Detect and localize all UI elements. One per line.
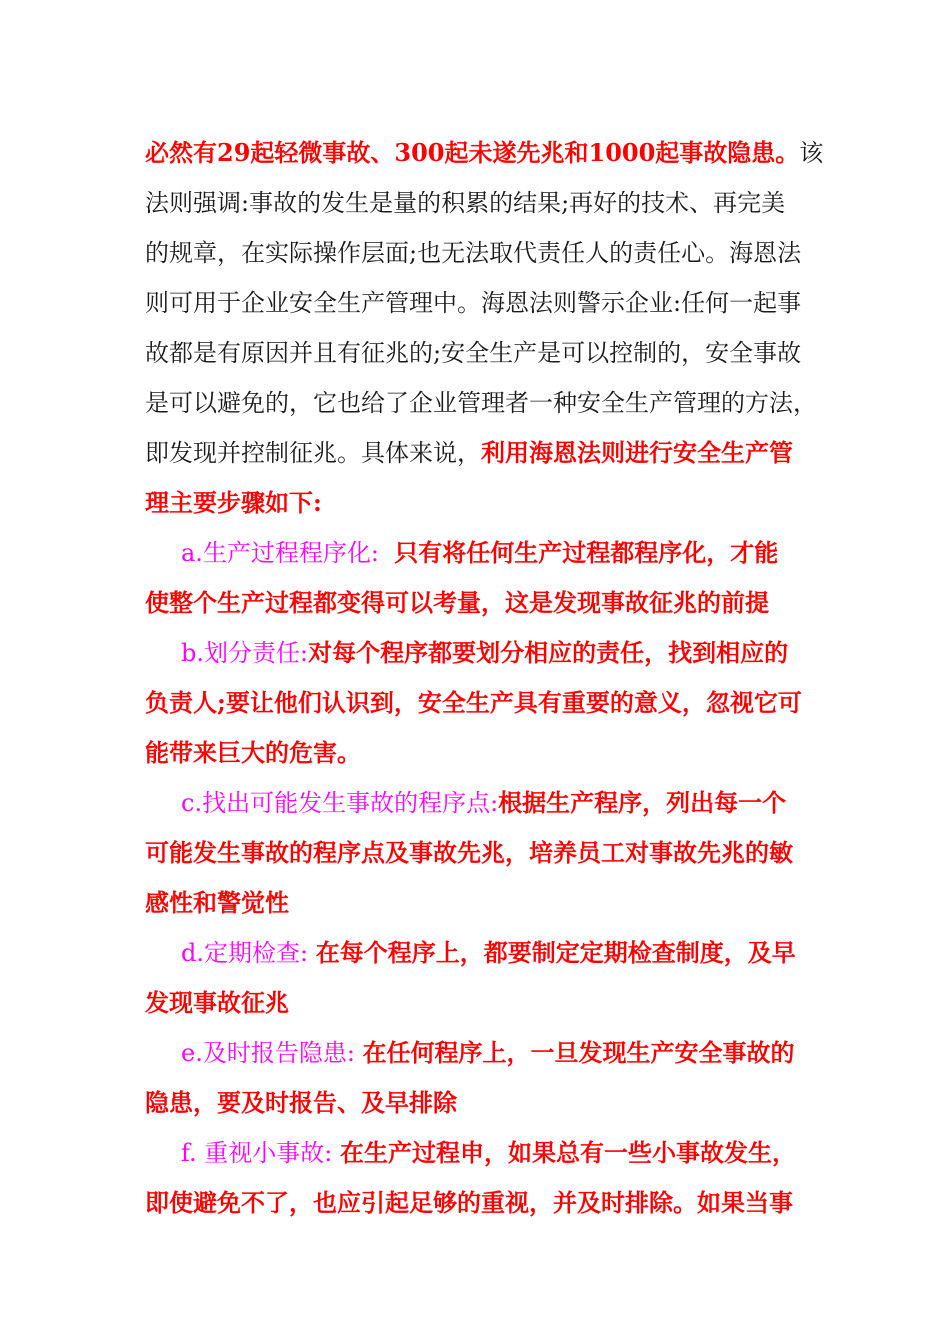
step-label: e.及时报告隐患: bbox=[181, 1039, 355, 1067]
step-line bbox=[145, 928, 810, 978]
step-line bbox=[145, 1028, 810, 1078]
body-text bbox=[145, 128, 824, 1228]
paragraph-line: 故都是有原因并且有征兆的;安全生产是可以控制的，安全事故 bbox=[145, 339, 802, 367]
step-line bbox=[145, 628, 810, 678]
paragraph-line: 法则强调:事故的发生是量的积累的结果;再好的技术、再完美 bbox=[145, 189, 786, 217]
step-line: 能带来巨大的危害。 bbox=[145, 738, 361, 767]
step-line bbox=[145, 528, 810, 578]
step-text: 在任何程序上，一旦发现生产安全事故的 bbox=[362, 1038, 795, 1067]
step-label: b.划分责任: bbox=[181, 639, 309, 667]
step-text: 在生产过程申，如果总有一些小事故发生， bbox=[340, 1138, 797, 1167]
step-text: 对每个程序都要划分相应的责任，找到相应的 bbox=[308, 638, 789, 667]
step-line: 即使避免不了，也应引起足够的重视，并及时排除。如果当事 bbox=[145, 1188, 793, 1217]
emphasis-text: 利用海恩法则进行安全生产管 bbox=[481, 438, 793, 467]
step-line bbox=[145, 1128, 810, 1178]
step-line: 使整个生产过程都变得可以考量，这是发现事故征兆的前提 bbox=[145, 588, 769, 617]
step-line bbox=[145, 778, 810, 828]
paragraph-line: 的规章，在实际操作层面;也无法取代责任人的责任心。海恩法 bbox=[145, 239, 802, 267]
step-line: 发现事故征兆 bbox=[145, 988, 289, 1017]
step-text: 只有将任何生产过程都程序化，才能 bbox=[394, 538, 779, 567]
body-text-run: 该 bbox=[799, 139, 824, 167]
step-line: 可能发生事故的程序点及事故先兆，培养员工对事故先兆的敏 bbox=[145, 838, 793, 867]
step-label: c.找出可能发生事故的程序点: bbox=[181, 789, 499, 817]
step-text: 在每个程序上，都要制定定期检查制度，及早 bbox=[315, 938, 796, 967]
step-label: f. 重视小事故: bbox=[181, 1139, 333, 1167]
step-line: 隐患，要及时报告、及早排除 bbox=[145, 1088, 457, 1117]
step-line: 负责人;要让他们认识到，安全生产具有重要的意义，忽视它可 bbox=[145, 688, 802, 717]
paragraph-line bbox=[145, 128, 824, 178]
emphasis-text: 必然有29起轻微事故、300起未遂先兆和1000起事故隐患。 bbox=[145, 138, 800, 167]
paragraph-line: 理主要步骤如下: bbox=[145, 488, 322, 517]
step-text: 根据生产程序，列出每一个 bbox=[498, 788, 787, 817]
paragraph-line: 是可以避免的，它也给了企业管理者一种安全生产管理的方法， bbox=[145, 389, 817, 417]
step-label: d.定期检查: bbox=[181, 939, 309, 967]
paragraph-line bbox=[145, 428, 810, 478]
body-text-run: 即发现并控制征兆。具体来说， bbox=[145, 439, 481, 467]
step-label: a.生产过程程序化: bbox=[181, 539, 380, 567]
step-line: 感性和警觉性 bbox=[145, 888, 289, 917]
paragraph-line: 则可用于企业安全生产管理中。海恩法则警示企业:任何一起事 bbox=[145, 289, 802, 317]
